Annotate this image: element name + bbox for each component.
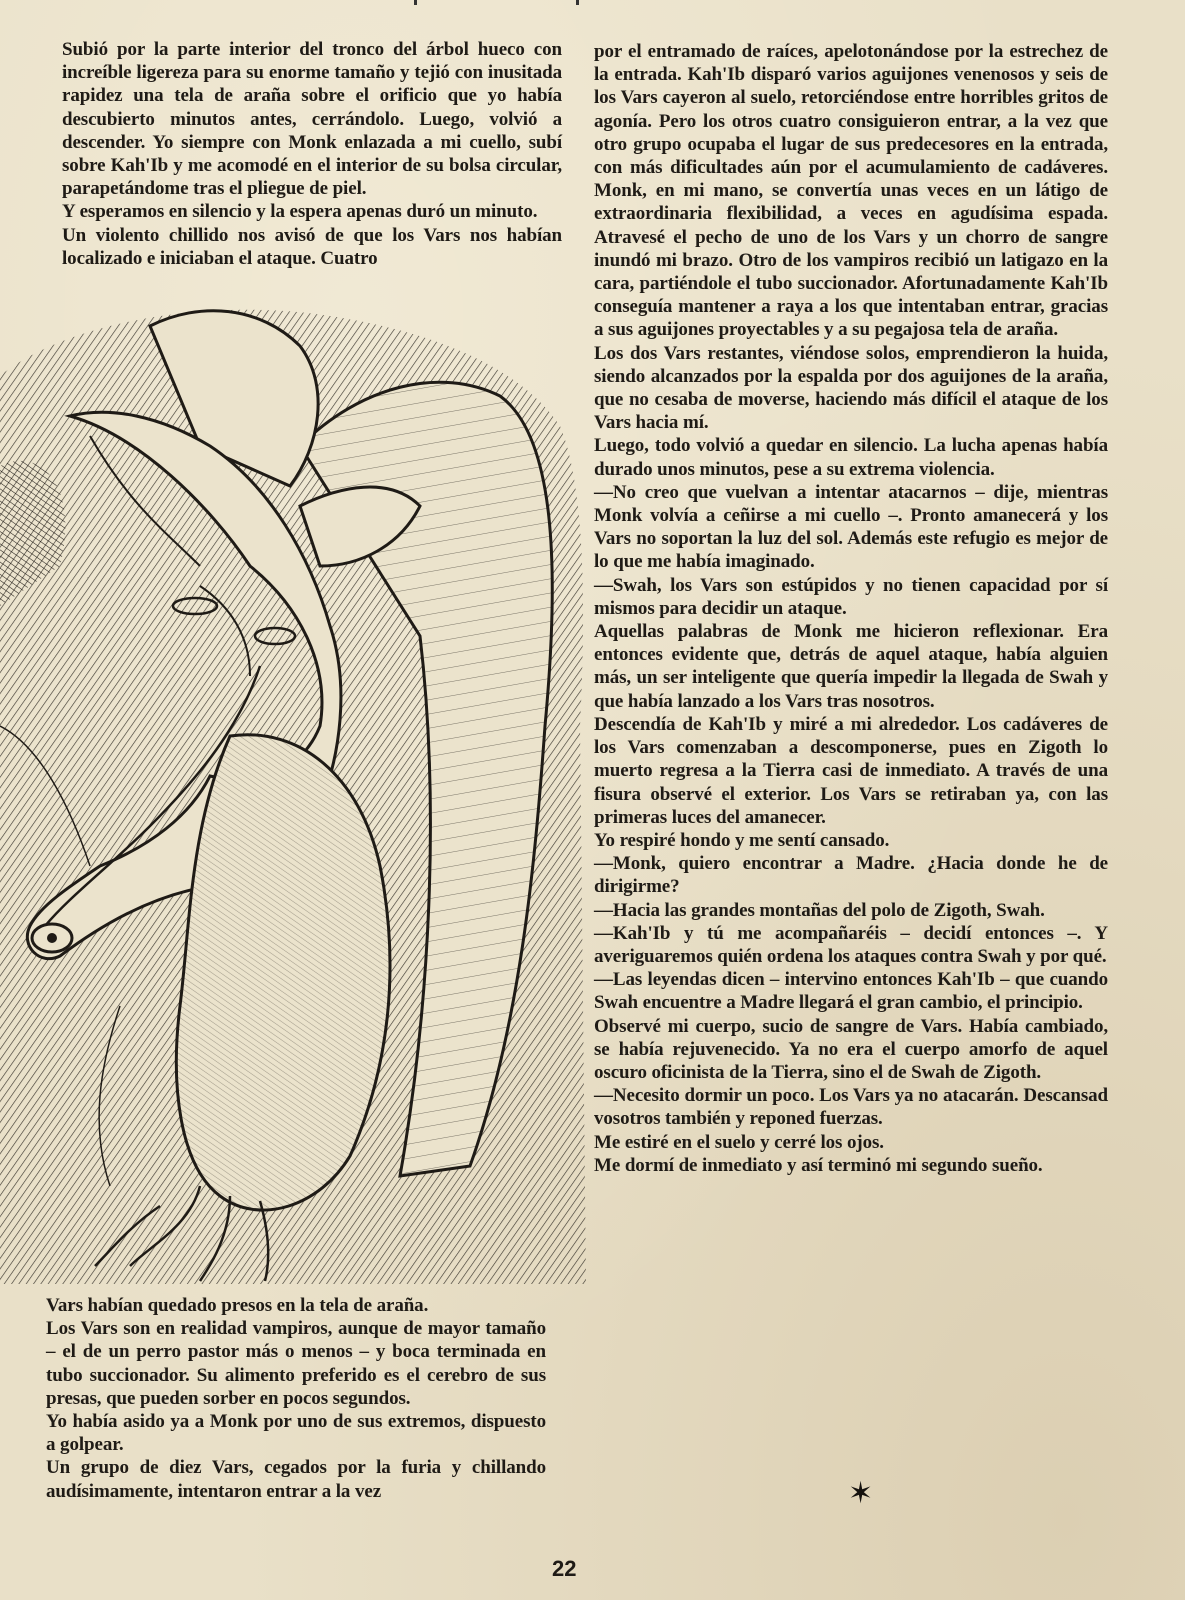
paragraph: Y esperamos en silencio y la espera apenas duró un minuto. — [62, 201, 538, 223]
paragraph: Me estiré en el suelo y cerré los ojos. — [594, 1131, 884, 1153]
paragraph: Subió por la parte interior del tronco del árbol hueco con increíble ligereza para su enorme tamaño y tejió con inusitada rapidez una tela de araña sobre el orificio que yo había descubierto minutos antes, cerrándolo. Luego, volvió a descender. Yo siempre con Monk enlazada a mi cuello, subí sobre Kah'Ib y me acomodé en el interior de su bolsa circular, parapetándome tras el pliegue de piel. — [62, 39, 562, 200]
paragraph: Aquellas palabras de Monk me hicieron reflexionar. Era entonces evidente que, detrás de aquel ataque, había alguien más, un ser inteligente que quería impedir la llegada de Swah y que había lanzado a los Vars tras nosotros. — [594, 621, 1108, 712]
paragraph: Los Vars son en realidad vampiros, aunque de mayor tamaño – el de un perro pastor más o menos – y boca terminada en tubo succionador. Su alimento preferido es el cerebro de sus presas, que pueden sorber en pocos segundos. — [46, 1318, 546, 1409]
page-number: 22 — [552, 1556, 577, 1581]
paragraph: Un grupo de diez Vars, cegados por la furia y chillando audísimamente, intentaron entrar a la vez — [46, 1457, 546, 1502]
paragraph: Me dormí de inmediato y así terminó mi segundo sueño. — [594, 1154, 1043, 1176]
end-of-story-star-icon: ✶ — [848, 1477, 874, 1510]
left-column-top-text — [62, 38, 562, 270]
paragraph: —Kah'Ib y tú me acompañaréis – decidí entonces –. Y averiguaremos quién ordena los ataques contra Swah y por qué. — [594, 922, 1108, 967]
paragraph: Vars habían quedado presos en la tela de araña. — [46, 1295, 429, 1316]
paragraph: —Las leyendas dicen – intervino entonces Kah'Ib – que cuando Swah encuentre a Madre llegará el gran cambio, el principio. — [594, 969, 1108, 1014]
right-column-text — [594, 40, 1108, 1177]
top-edge-mark — [576, 0, 579, 5]
paragraph: —No creo que vuelvan a intentar atacarnos – dije, mientras Monk volvía a ceñirse a mi cuello –. Pronto amanecerá y los Vars no soportan la luz del sol. Además este refugio es mejor de lo que me había imaginado. — [594, 481, 1108, 573]
paragraph: —Swah, los Vars son estúpidos y no tienen capacidad por sí mismos para decidir un ataque. — [594, 574, 1108, 619]
paragraph: Un violento chillido nos avisó de que los Vars nos habían localizado e iniciaban el ataque. Cuatro — [62, 224, 562, 269]
paragraph: por el entramado de raíces, apelotonándose por la estrechez de la entrada. Kah'Ib disparó varios aguijones venenosos y seis de los Vars cayeron al suelo, retorciéndose entre horribles gritos de agonía. Pero los otros cuatro consiguieron entrar, a la vez que otro grupo ocupaba el lugar de sus predecesores en la entrada, con más dificultades aún por el acumulamiento de cadáveres. Monk, en mi mano, se convertía unas veces en un látigo de extraordinaria flexibilidad, a veces en agudísima espada. Atravesé el pecho de uno de los Vars y un chorro de sangre inundó mi brazo. Otro de los vampiros recibió un latigazo en la cara, partiéndole el tubo succionador. Afortunadamente Kah'Ib conseguía mantener a raya a los que intentaban entrar, gracias a sus aguijones proyectables y a su pegajosa tela de araña. — [594, 41, 1108, 341]
paragraph: —Monk, quiero encontrar a Madre. ¿Hacia donde he de dirigirme? — [594, 853, 1108, 898]
paragraph: Luego, todo volvió a quedar en silencio. La lucha apenas había durado unos minutos, pese a su extrema violencia. — [594, 435, 1108, 480]
left-column-bottom-text — [46, 1294, 546, 1503]
vampire-creature-illustration — [0, 306, 586, 1284]
top-edge-mark — [414, 0, 417, 5]
paragraph: Yo había asido ya a Monk por uno de sus extremos, dispuesto a golpear. — [46, 1411, 546, 1456]
paragraph: —Necesito dormir un poco. Los Vars ya no atacarán. Descansad vosotros también y reponed fuerzas. — [594, 1085, 1108, 1130]
paragraph: —Hacia las grandes montañas del polo de Zigoth, Swah. — [594, 899, 1045, 921]
paragraph: Descendía de Kah'Ib y miré a mi alrededor. Los cadáveres de los Vars comenzaban a descomponerse, pues en Zigoth lo muerto regresa a la Tierra casi de inmediato. A través de una fisura observé el exterior. Los Vars se retiraban ya, con las primeras luces del amanecer. — [594, 713, 1108, 828]
paragraph: Observé mi cuerpo, sucio de sangre de Vars. Había cambiado, se había rejuvenecido. Ya no era el cuerpo amorfo de aquel oscuro oficinista de la Tierra, sino el de Swah de Zigoth. — [594, 1015, 1108, 1083]
paragraph: Los dos Vars restantes, viéndose solos, emprendieron la huida, siendo alcanzados por la espalda por dos aguijones de la araña, que no cesaba de moverse, haciendo más difícil el ataque de los Vars hacia mí. — [594, 342, 1108, 434]
paragraph: Yo respiré hondo y me sentí cansado. — [594, 829, 890, 851]
